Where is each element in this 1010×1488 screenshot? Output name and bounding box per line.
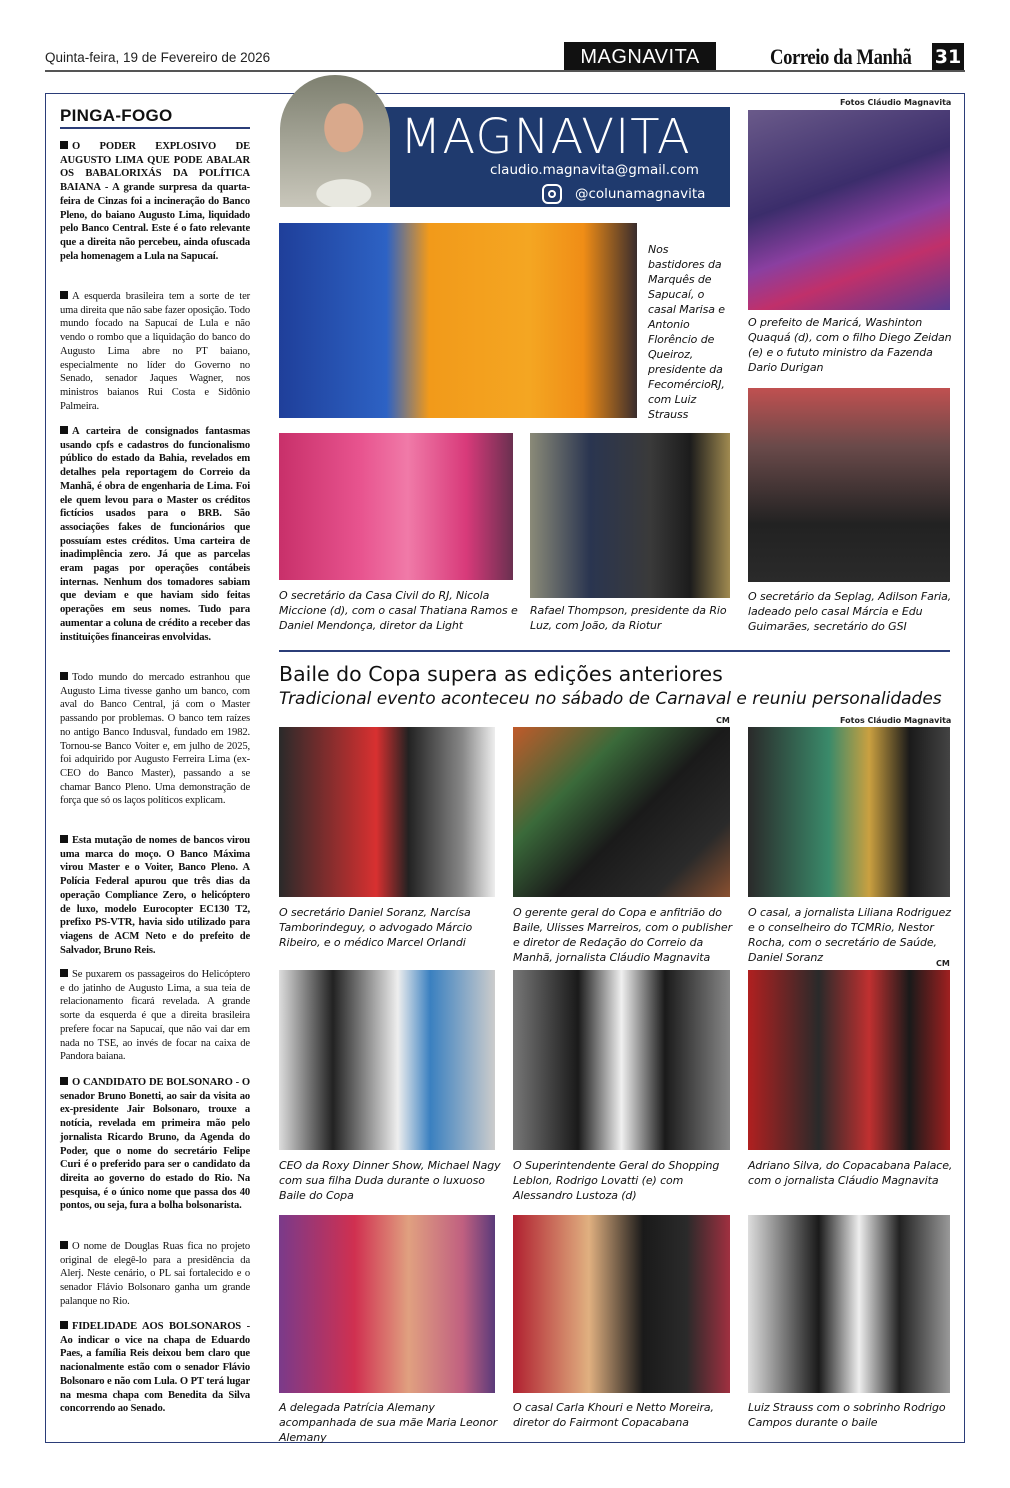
section-subheadline: Tradicional evento aconteceu no sábado de Carnaval e reuniu personalidades (279, 689, 942, 709)
photo-casa-civil (279, 433, 513, 580)
bullet-square-icon (60, 1241, 68, 1249)
caption: Nos bastidores da Marquês de Sapucaí, o casal Marisa e Antonio Florêncio de Queiroz, presidente da FecomércioRJ, com Luiz Strauss (648, 243, 725, 421)
bullet-square-icon (60, 672, 68, 680)
caption: Rafael Thompson, presidente da Rio Luz, com João, da Riotur (530, 604, 727, 632)
paragraph-text: Esta mutação de nomes de bancos virou uma marca do moço. O Banco Máxima virou Master e o Voiter, Banco Pleno. A Polícia Federal apurou que três dias da operação Compliance Zero, o helicóptero de luxo, modelo Eurocopter EC130 T2, prefixo PS-VTR, havia sido utilizado para viagens de ACM Neto e do prefeito de Salvador, Bruno Reis. (60, 835, 250, 956)
caption: Adriano Silva, do Copacabana Palace, com o jornalista Cláudio Magnavita (748, 1159, 953, 1187)
paragraph-text: Todo mundo do mercado estranhou que Augusto Lima tivesse ganho um banco, com aval do Banco Central, já com o Master passando por problemas. O banco tem raízes no antigo Banco Indusval, fundado em 1982. Tornou-se Banco Voiter e, em julho de 2025, foi adquirido por Augusto Ferreira Lima (ex-CEO do Banco Master), passando a se chamar Banco Pleno. Uma demonstração de força que só os laços políticos explicam. (60, 672, 250, 807)
photo-rio-luz (530, 433, 730, 598)
columnist-email[interactable]: claudio.magnavita@gmail.com (490, 162, 699, 178)
section-label: MAGNAVITA (564, 42, 716, 70)
baile-photo (513, 1215, 730, 1393)
pinga-fogo-title: PINGA-FOGO (60, 106, 173, 125)
columnist-portrait (280, 75, 390, 207)
baile-photo (748, 970, 950, 1150)
instagram-handle[interactable]: @colunamagnavita (575, 186, 706, 202)
section-headline: Baile do Copa supera as edições anteriores (279, 662, 723, 686)
bullet-square-icon (60, 426, 68, 434)
pinga-fogo-paragraph (60, 1240, 250, 1309)
caption: O Superintendente Geral do Shopping Leblon, Rodrigo Lovatti (e) com Alessandro Lustoza (d) (513, 1159, 720, 1202)
header-divider (45, 70, 965, 72)
paragraph-text: Se puxarem os passageiros do Helicóptero e do jatinho de Augusto Lima, a sua teia de relacionamento ficará revelada. A grande sorte da esquerda é que a direita brasileira prefere focar na Sapucaí, que não vai dar em nada no TSE, ao invés de focar na caixa de Pandora baiana. (60, 969, 250, 1063)
caption: O prefeito de Maricá, Washinton Quaquá (d), com o filho Diego Zeidan (e) e o fututo ministro da Fazenda Dario Durigan (748, 316, 952, 374)
bullet-square-icon (60, 1321, 68, 1329)
photo-credit: Fotos Cláudio Magnavita (840, 716, 952, 725)
caption: CEO da Roxy Dinner Show, Michael Nagy com sua filha Duda durante o luxuoso Baile do Copa (279, 1159, 501, 1202)
baile-photo (279, 1215, 495, 1393)
photo-sapucai-backstage (279, 223, 637, 418)
bullet-square-icon (60, 291, 68, 299)
caption: A delegada Patrícia Alemany acompanhada de sua mãe Maria Leonor Alemany (279, 1401, 498, 1444)
bullet-square-icon (60, 1077, 68, 1085)
pinga-fogo-rule (60, 127, 250, 129)
baile-photo (279, 727, 495, 897)
instagram-icon (542, 184, 562, 204)
baile-photo (748, 1215, 950, 1393)
pinga-fogo-paragraph (60, 1320, 250, 1416)
baile-photo (279, 970, 495, 1150)
paragraph-text: A carteira de consignados fantasmas usando cpfs e cadastros do funcionalismo público do estado da Bahia, revelados em detalhes pela reportagem do Correio da Manhã, é obra de engenharia de Lima. Foi ele quem levou para o Master os créditos fictícios usados para o BRB. São associações fakes de funcionários que possuíam estes créditos. Uma carteira de inadimplência zero. Já que as parcelas eram pagas por operações contábeis internas. Nenhum dos tomadores sabiam que deviam e que haviam sido feitas operações em seus nomes. Tudo para aumentar a coluna de crédito a receber das instituições financeiras envolvidas. (60, 426, 250, 643)
baile-photo (513, 970, 730, 1150)
photo-credit-cm: CM (716, 716, 730, 725)
caption: Luiz Strauss com o sobrinho Rodrigo Campos durante o baile (748, 1401, 946, 1429)
caption: O secretário da Seplag, Adilson Faria, ladeado pelo casal Márcia e Edu Guimarães, secretário do GSI (748, 590, 952, 633)
baile-photo (748, 727, 950, 897)
caption: O gerente geral do Copa e anfitrião do Baile, Ulisses Marreiros, com o publisher e diretor de Redação do Correio da Manhã, jornalista Cláudio Magnavita (513, 906, 733, 964)
bullet-square-icon (60, 969, 68, 977)
pinga-fogo-paragraph (60, 290, 250, 413)
paragraph-text: FIDELIDADE AOS BOLSONAROS - Ao indicar o vice na chapa de Eduardo Paes, a família Reis deixou bem claro que nacionalmente estão com o senador Flávio Bolsonaro e não com Lula. O PT terá lugar na mesma chapa com Benedita da Silva concorrendo ao Senado. (60, 1321, 250, 1415)
section-divider (279, 650, 950, 652)
pinga-fogo-paragraph (60, 671, 250, 808)
caption: O casal Carla Khouri e Netto Moreira, diretor do Fairmont Copacabana (513, 1401, 714, 1429)
issue-date: Quinta-feira, 19 de Fevereiro de 2026 (45, 50, 271, 65)
photo-seplag (748, 388, 950, 582)
paragraph-text: O CANDIDATO DE BOLSONARO - O senador Bruno Bonetti, ao sair da visita ao ex-presidente Jair Bolsonaro, trouxe a notícia, revelada em primeira mão pelo jornalista Ricardo Bruno, da Agenda do Poder, que o nome do secretário Felipe Curi é o preferido para ser o candidato da direita ao governo do estado do Rio. Na pesquisa, é o único nome que passa dos 40 pontos, ou seja, fura a bolha bolsonarista. (60, 1077, 250, 1212)
paragraph-text: O PODER EXPLOSIVO DE AUGUSTO LIMA QUE PODE ABALAR OS BABALORIXÁS DA POLÍTICA BAIANA - A grande surpresa da quarta-feira de Cinzas foi a incineração do Banco Pleno, do baiano Augusto Lima, liquidado pelo Banco Central. Este é o fato relevante que a direita não percebeu, ainda ofuscada pela homenagem a Lula na Sapucaí. (60, 141, 250, 262)
paragraph-text: A esquerda brasileira tem a sorte de ter uma direita que não sabe fazer oposição. Todo mundo focado na Sapucaí de Lula e não vendo o rombo que a liquidação do banco do Augusto Lima abre no PT baiano, especialmente no líder do Governo no Senado, senador Jaques Wagner, nos ministros baianos Rui Costa e Sidônio Palmeira. (60, 291, 250, 412)
pinga-fogo-paragraph (60, 140, 250, 263)
newspaper-logo: Correio da Manhã (770, 44, 912, 69)
pinga-fogo-paragraph (60, 425, 250, 644)
caption: O secretário da Casa Civil do RJ, Nicola Miccione (d), com o casal Thatiana Ramos e Daniel Mendonça, diretor da Light (279, 589, 518, 632)
caption: O secretário Daniel Soranz, Narcísa Tamborindeguy, o advogado Márcio Ribeiro, e o médico Marcel Orlandi (279, 906, 473, 949)
pinga-fogo-paragraph (60, 1076, 250, 1213)
pinga-fogo-paragraph (60, 834, 250, 957)
photo-credit-cm: CM (936, 959, 950, 968)
paragraph-text: O nome de Douglas Ruas fica no projeto original de elegê-lo para a presidência da Alerj. Neste cenário, o PL sai fortalecido e o senador Flávio Bolsonaro ganha um grande palanque no Rio. (60, 1241, 250, 1307)
page-number: 31 (932, 43, 964, 71)
bullet-square-icon (60, 835, 68, 843)
caption: O casal, a jornalista Liliana Rodriguez e o conselheiro do TCMRio, Nestor Rocha, com o secretário de Saúde, Daniel Soranz (748, 906, 951, 964)
pinga-fogo-paragraph (60, 968, 250, 1064)
photo-credit: Fotos Cláudio Magnavita (840, 98, 952, 107)
baile-photo (513, 727, 730, 897)
bullet-square-icon (60, 141, 68, 149)
banner-title: MAGNAVITA (400, 109, 691, 165)
photo-marica-mayor (748, 110, 950, 310)
